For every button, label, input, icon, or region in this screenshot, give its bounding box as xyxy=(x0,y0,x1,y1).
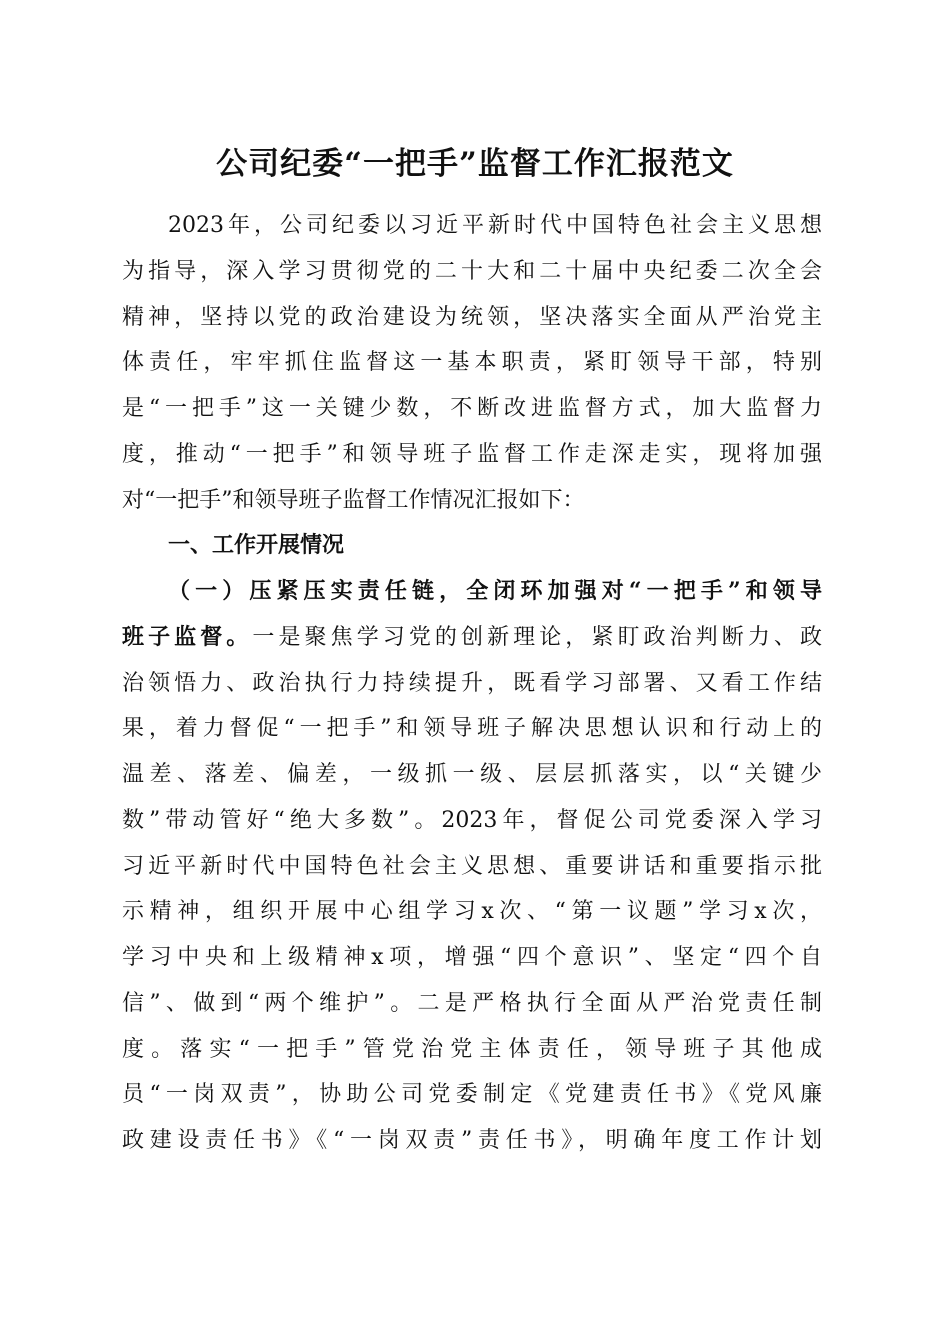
text-line xyxy=(122,615,822,661)
line-text: 温差、落差、偏差，一级抓一级、层层抓落实，以“关键少 xyxy=(122,762,822,787)
text-line xyxy=(122,1027,822,1073)
text-line xyxy=(122,432,822,478)
text-line xyxy=(122,752,822,798)
line-text: 信”、做到“两个维护”。二是严格执行全面从严治党责任制 xyxy=(122,990,822,1016)
line-text: 学习中央和上级精神x项，增强“四个意识”、坚定“四个自 xyxy=(122,945,822,970)
line-text: 一是聚焦学习党的创新理论，紧盯政治判断力、政 xyxy=(252,624,822,650)
text-line xyxy=(122,935,822,981)
line-text: 度。落实“一把手”管党治党主体责任，领导班子其他成 xyxy=(122,1036,822,1062)
text-line xyxy=(122,1072,822,1118)
text-line xyxy=(122,981,822,1027)
text-line xyxy=(122,249,822,295)
line-text: 员“一岗双责”，协助公司党委制定《党建责任书》《党风廉 xyxy=(122,1082,822,1108)
line-text: 数”带动管好“绝大多数”。2023年，督促公司党委深入学习 xyxy=(122,807,822,833)
text-line xyxy=(122,478,822,524)
line-text: 治领悟力、政治执行力持续提升，既看学习部署、又看工作结 xyxy=(122,670,822,696)
text-line xyxy=(122,844,822,890)
line-text: 2023年，公司纪委以习近平新时代中国特色社会主义思想 xyxy=(168,213,822,238)
document-title: 公司纪委“一把手”监督工作汇报范文 xyxy=(216,146,734,182)
line-text: 政建设责任书》《“一岗双责”责任书》，明确年度工作计划 xyxy=(122,1128,822,1153)
text-line xyxy=(122,1118,822,1164)
text-line xyxy=(122,798,822,844)
text-line xyxy=(122,295,822,341)
text-line xyxy=(122,706,822,752)
text-line xyxy=(122,889,822,935)
line-text: 精神，坚持以党的政治建设为统领，坚决落实全面从严治党主 xyxy=(122,304,822,330)
text-line xyxy=(122,661,822,707)
subheading-text: （一）压紧压实责任链，全闭环加强对“一把手”和领导 xyxy=(168,578,822,604)
text-line xyxy=(122,386,822,432)
line-text: 度，推动“一把手”和领导班子监督工作走深走实，现将加强 xyxy=(122,441,822,467)
line-text: 为指导，深入学习贯彻党的二十大和二十届中央纪委二次全会 xyxy=(122,258,822,284)
line-text: 体责任，牢牢抓住监督这一基本职责，紧盯领导干部，特别 xyxy=(122,350,822,376)
line-text: 示精神，组织开展中心组学习x次、“第一议题”学习x次， xyxy=(122,899,822,925)
subheading-text: 班子监督。 xyxy=(122,623,253,650)
line-text: 习近平新时代中国特色社会主义思想、重要讲话和重要指示批 xyxy=(122,853,822,879)
section-heading xyxy=(122,523,822,569)
text-line xyxy=(122,203,822,249)
line-text: 一、工作开展情况 xyxy=(168,533,345,559)
document-body xyxy=(122,203,822,1164)
line-text: 对“一把手”和领导班子监督工作情况汇报如下： xyxy=(122,487,585,513)
line-text: 果，着力督促“一把手”和领导班子解决思想认识和行动上的 xyxy=(122,716,822,742)
text-line xyxy=(122,569,822,615)
text-line xyxy=(122,340,822,386)
line-text: 是“一把手”这一关键少数，不断改进监督方式，加大监督力 xyxy=(122,396,822,421)
